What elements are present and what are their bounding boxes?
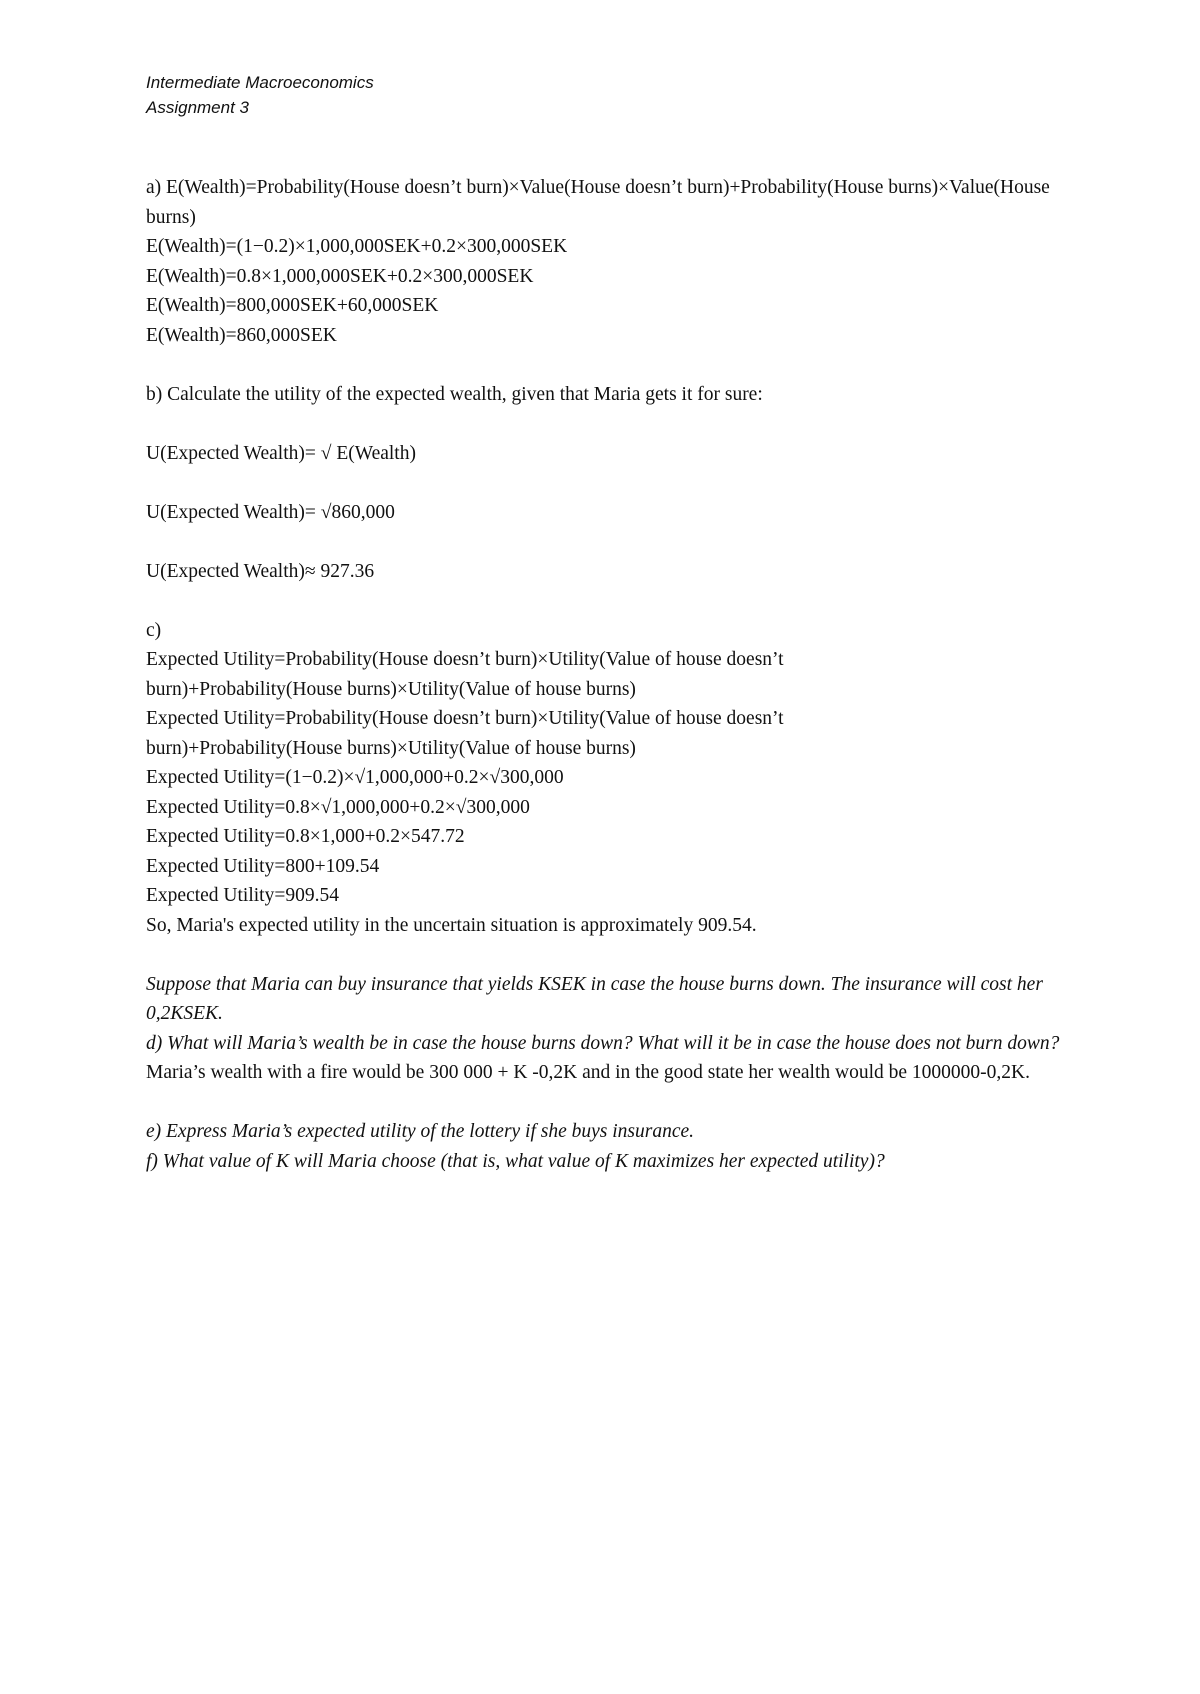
part-a-step-3: E(Wealth)=800,000SEK+60,000SEK bbox=[146, 295, 439, 316]
part-c-label: c) bbox=[146, 619, 162, 641]
part-c-result: Expected Utility=909.54 bbox=[146, 885, 339, 906]
assignment-title: Assignment 3 bbox=[146, 98, 249, 117]
part-c-step-4: Expected Utility=800+109.54 bbox=[146, 855, 380, 877]
part-e-question: e) Express Maria’s expected utility of the lottery if she buys insurance. bbox=[146, 1121, 695, 1142]
part-a-step-2: E(Wealth)=0.8×1,000,000SEK+0.2×300,000SEK bbox=[146, 265, 534, 287]
part-a-step-1: E(Wealth)=(1−0.2)×1,000,000SEK+0.2×300,000SEK bbox=[146, 236, 568, 257]
part-c-step-2: Expected Utility=0.8×√1,000,000+0.2×√300,000 bbox=[146, 796, 530, 818]
part-b-intro: b) Calculate the utility of the expected wealth, given that Maria gets it for sure: bbox=[146, 383, 763, 405]
part-c-conclusion: So, Maria's expected utility in the uncertain situation is approximately 909.54. bbox=[146, 914, 757, 936]
document-header bbox=[146, 70, 374, 120]
part-f-question: f) What value of K will Maria choose (that is, what value of K maximizes her expected utility)? bbox=[146, 1150, 885, 1172]
document-body bbox=[146, 173, 1076, 1176]
part-c-formula-repeat: Expected Utility=Probability(House doesn’t burn)×Utility(Value of house doesn’t burn)+Probability(House burns)×Utility(Value of house burns) bbox=[146, 708, 784, 759]
part-b-formula: U(Expected Wealth)= √ E(Wealth) bbox=[146, 442, 416, 464]
spacer bbox=[146, 586, 1076, 616]
part-a-formula: a) E(Wealth)=Probability(House doesn’t burn)×Value(House doesn’t burn)+Probability(House burns)×Value(House burns) bbox=[146, 177, 1050, 228]
part-b-substitution: U(Expected Wealth)= √860,000 bbox=[146, 501, 395, 523]
spacer bbox=[146, 940, 1076, 970]
part-a-result: E(Wealth)=860,000SEK bbox=[146, 324, 337, 346]
spacer bbox=[146, 350, 1076, 380]
spacer bbox=[146, 409, 1076, 439]
part-c-step-3: Expected Utility=0.8×1,000+0.2×547.72 bbox=[146, 826, 465, 847]
part-d-question: d) What will Maria’s wealth be in case the house burns down? What will it be in case the house does not burn down? bbox=[146, 1032, 1060, 1054]
course-title: Intermediate Macroeconomics bbox=[146, 73, 374, 92]
part-c-formula: Expected Utility=Probability(House doesn’t burn)×Utility(Value of house doesn’t burn)+Probability(House burns)×Utility(Value of house burns) bbox=[146, 649, 784, 700]
insurance-setup-question: Suppose that Maria can buy insurance that yields KSEK in case the house burns down. The insurance will cost her 0,2KSEK. bbox=[146, 973, 1043, 1024]
part-c-step-1: Expected Utility=(1−0.2)×√1,000,000+0.2×√300,000 bbox=[146, 767, 564, 788]
spacer bbox=[146, 1088, 1076, 1118]
part-d-answer: Maria’s wealth with a fire would be 300 000 + K -0,2K and in the good state her wealth would be 1000000-0,2K. bbox=[146, 1062, 1030, 1083]
part-b-result: U(Expected Wealth)≈ 927.36 bbox=[146, 560, 375, 582]
spacer bbox=[146, 527, 1076, 557]
spacer bbox=[146, 468, 1076, 498]
